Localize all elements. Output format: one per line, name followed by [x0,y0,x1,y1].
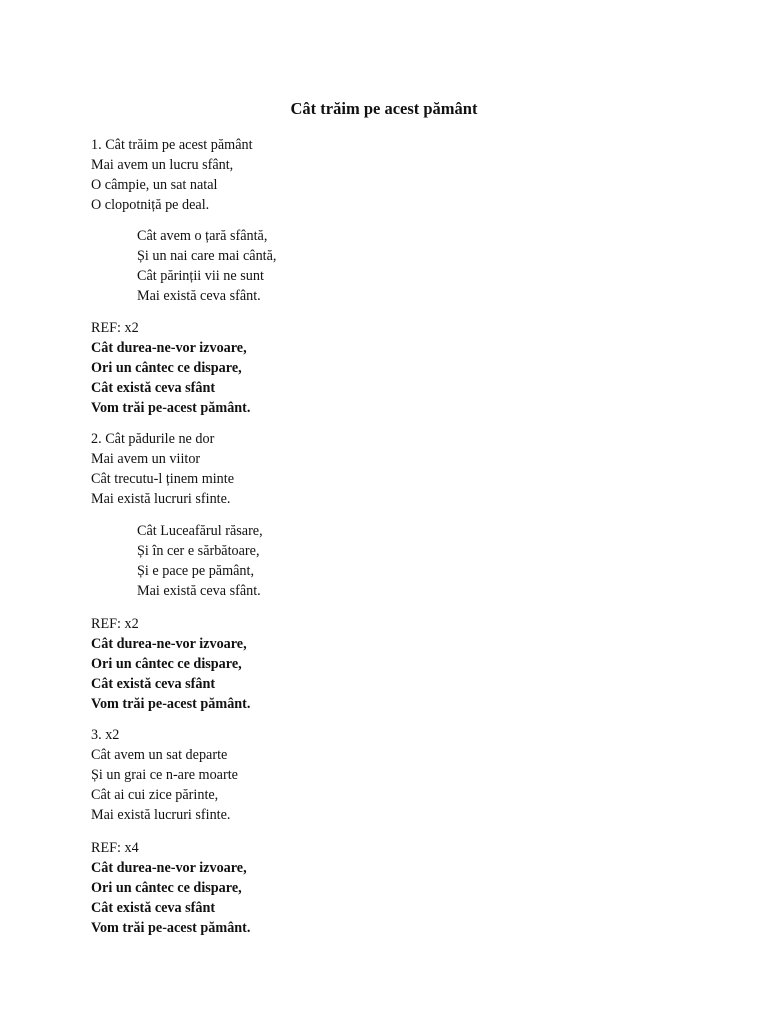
verse-line: Cât ai cui zice părinte, [91,787,219,803]
verse-1-indented [137,226,276,306]
verse-line: 1. Cât trăim pe acest pământ [91,137,253,153]
refrain-line: Cât durea-ne-vor izvoare, [91,860,247,876]
verse-line: Mai avem un lucru sfânt, [91,157,234,173]
refrain-1 [91,338,250,418]
refrain-2 [91,634,250,714]
refrain-line: Cât există ceva sfânt [91,900,216,916]
refrain-line: Cât durea-ne-vor izvoare, [91,636,247,652]
refrain-line: Vom trăi pe-acest pământ. [91,400,251,416]
verse-line: Și un grai ce n-are moarte [91,767,238,783]
verse-2-indented [137,521,263,601]
refrain-label: REF: x2 [91,320,139,336]
verse-line: Și în cer e sărbătoare, [137,543,260,559]
refrain-2-label [91,614,139,634]
refrain-label: REF: x4 [91,840,139,856]
verse-line: Cât trecutu-l ținem minte [91,471,235,487]
refrain-line: Cât există ceva sfânt [91,676,216,692]
verse-3 [91,725,238,825]
refrain-line: Ori un cântec ce dispare, [91,880,242,896]
verse-line: Și un nai care mai cântă, [137,248,277,264]
verse-1 [91,135,253,215]
verse-line: Mai există lucruri sfinte. [91,491,231,507]
refrain-line: Ori un cântec ce dispare, [91,360,242,376]
refrain-line: Cât există ceva sfânt [91,380,216,396]
refrain-line: Vom trăi pe-acest pământ. [91,920,251,936]
refrain-label: REF: x2 [91,616,139,632]
refrain-line: Cât durea-ne-vor izvoare, [91,340,247,356]
verse-line: Cât avem un sat departe [91,747,228,763]
verse-line: Cât avem o țară sfântă, [137,228,268,244]
refrain-3-label [91,838,139,858]
verse-label: 3. x2 [91,727,120,743]
refrain-line: Ori un cântec ce dispare, [91,656,242,672]
song-title: Cât trăim pe acest pământ [290,99,478,118]
verse-line: 2. Cât pădurile ne dor [91,431,215,447]
refrain-3 [91,858,250,938]
verse-line: Mai există ceva sfânt. [137,583,261,599]
verse-line: O clopotniță pe deal. [91,197,210,213]
verse-line: Cât Luceafărul răsare, [137,523,263,539]
refrain-1-label [91,318,139,338]
verse-line: Mai avem un viitor [91,451,201,467]
verse-line: Cât părinții vii ne sunt [137,268,264,284]
verse-line: O câmpie, un sat natal [91,177,218,193]
verse-line: Mai există lucruri sfinte. [91,807,231,823]
verse-line: Și e pace pe pământ, [137,563,254,579]
verse-line: Mai există ceva sfânt. [137,288,261,304]
refrain-line: Vom trăi pe-acest pământ. [91,696,251,712]
verse-2 [91,429,234,509]
